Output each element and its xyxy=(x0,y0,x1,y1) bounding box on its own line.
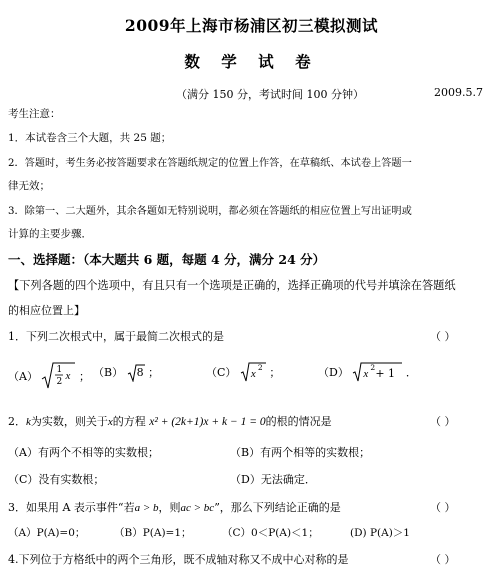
q2-option-d: （D）无法确定． xyxy=(230,473,316,486)
notice-item-2: 2．答题时，考生务必按答题要求在答题纸规定的位置上作答，在草稿纸、本试卷上答题一 xyxy=(8,158,412,169)
question-2-answer-paren: （ ） xyxy=(430,415,456,428)
q1-opt-b-label: （B） xyxy=(93,366,124,379)
q1-option-a xyxy=(8,364,90,390)
q1-opt-b-tail: ； xyxy=(148,366,160,379)
notice-item-2-cont: 律无效； xyxy=(8,180,50,192)
exam-subtitle: 数 学 试 卷 xyxy=(184,52,319,71)
q3-option-b: （B）P(A)=1； xyxy=(114,527,192,539)
sqrt-symbol xyxy=(352,364,402,382)
q2-stem-prefix: 2． xyxy=(8,415,26,428)
sqrt-symbol xyxy=(127,365,145,381)
q1-opt-c-radicand: x xyxy=(250,368,256,380)
q2-option-b: （B）有两个相等的实数根； xyxy=(230,446,371,459)
q3-option-a: （A）P(A)=0； xyxy=(8,527,86,539)
q1-opt-d-plus-one: + 1 xyxy=(375,367,396,380)
q2-stem-mid2: 的方程 xyxy=(112,415,146,428)
q2-option-a: （A）有两个不相等的实数根； xyxy=(8,446,159,459)
sqrt-symbol xyxy=(41,364,75,390)
q1-opt-c-label: （C） xyxy=(206,366,237,379)
q3-stem-suffix: ”，那么下列结论正确的是 xyxy=(214,501,341,514)
question-3-stem xyxy=(8,499,341,515)
q1-option-b xyxy=(93,364,159,381)
question-4-stem: 4.下列位于方格纸中的两个三角形，既不成轴对称又不成中心对称的是 xyxy=(8,553,349,566)
q1-opt-a-denominator: 2 xyxy=(56,377,63,387)
q3-option-d: (D) P(A)＞1 xyxy=(350,527,410,539)
q2-option-c: （C）没有实数根； xyxy=(8,473,105,486)
q1-opt-d-label: （D） xyxy=(318,366,349,379)
q1-opt-a-variable: x xyxy=(65,370,71,382)
q1-opt-c-tail: ； xyxy=(269,366,281,379)
exam-info: （满分 150 分，考试时间 100 分钟） xyxy=(176,88,364,101)
section1-instruction-1: 【下列各题的四个选项中，有且只有一个选项是正确的，选择正确项的代号并填涂在答题纸 xyxy=(8,279,456,292)
q1-option-d xyxy=(318,364,417,382)
notice-item-1: 1．本试卷含三个大题，共 25 题； xyxy=(8,132,172,144)
q2-equation: x² + (2k+1)x + k − 1 = 0 xyxy=(149,416,266,428)
exam-title: 2009年上海市杨浦区初三模拟测试 xyxy=(124,16,379,35)
notice-item-3-cont: 计算的主要步骤． xyxy=(8,228,92,240)
q2-var-k: k xyxy=(26,416,31,428)
notice-item-3: 3．除第一、二大题外，其余各题如无特别说明，都必须在答题纸的相应位置上写出证明或 xyxy=(8,206,412,217)
question-2-stem xyxy=(8,413,332,429)
q2-var-x: x xyxy=(107,416,113,428)
q3-condition-1: a > b xyxy=(134,502,159,514)
q3-stem-mid: ，则 xyxy=(158,501,181,514)
q1-opt-d-radicand: x xyxy=(363,368,369,380)
question-1-stem: 1．下列二次根式中，属于最简二次根式的是 xyxy=(8,330,224,343)
q1-opt-a-numerator: 1 xyxy=(56,365,63,375)
q2-stem-suffix: 的根的情况是 xyxy=(265,415,332,428)
question-1-answer-paren: （ ） xyxy=(430,330,456,343)
q1-opt-c-exponent: 2 xyxy=(257,363,263,372)
question-3-answer-paren: （ ） xyxy=(430,501,456,514)
section1-instruction-2: 的相应位置上】 xyxy=(8,304,85,317)
q3-stem-prefix: 3．如果用 A 表示事件“若 xyxy=(8,501,135,514)
q1-opt-d-tail: ． xyxy=(405,366,417,379)
q3-condition-2: ac > bc xyxy=(180,502,215,514)
q1-opt-a-tail: ； xyxy=(78,370,90,383)
q3-option-c: （C）0＜P(A)＜1； xyxy=(222,527,319,539)
q1-opt-b-radicand: 8 xyxy=(136,366,144,379)
section1-heading: 一、选择题：（本大题共 6 题，每题 4 分，满分 24 分） xyxy=(8,252,326,267)
sqrt-symbol xyxy=(240,364,266,382)
exam-date: 2009.5.7 xyxy=(434,86,483,99)
q1-opt-a-label: （A） xyxy=(8,370,38,383)
notice-heading: 考生注意： xyxy=(8,108,61,120)
q1-option-c xyxy=(206,364,280,382)
q1-opt-d-exponent: 2 xyxy=(370,363,376,372)
q2-stem-mid1: 为实数，则关于 xyxy=(30,415,108,428)
question-4-answer-paren: （ ） xyxy=(430,553,456,566)
